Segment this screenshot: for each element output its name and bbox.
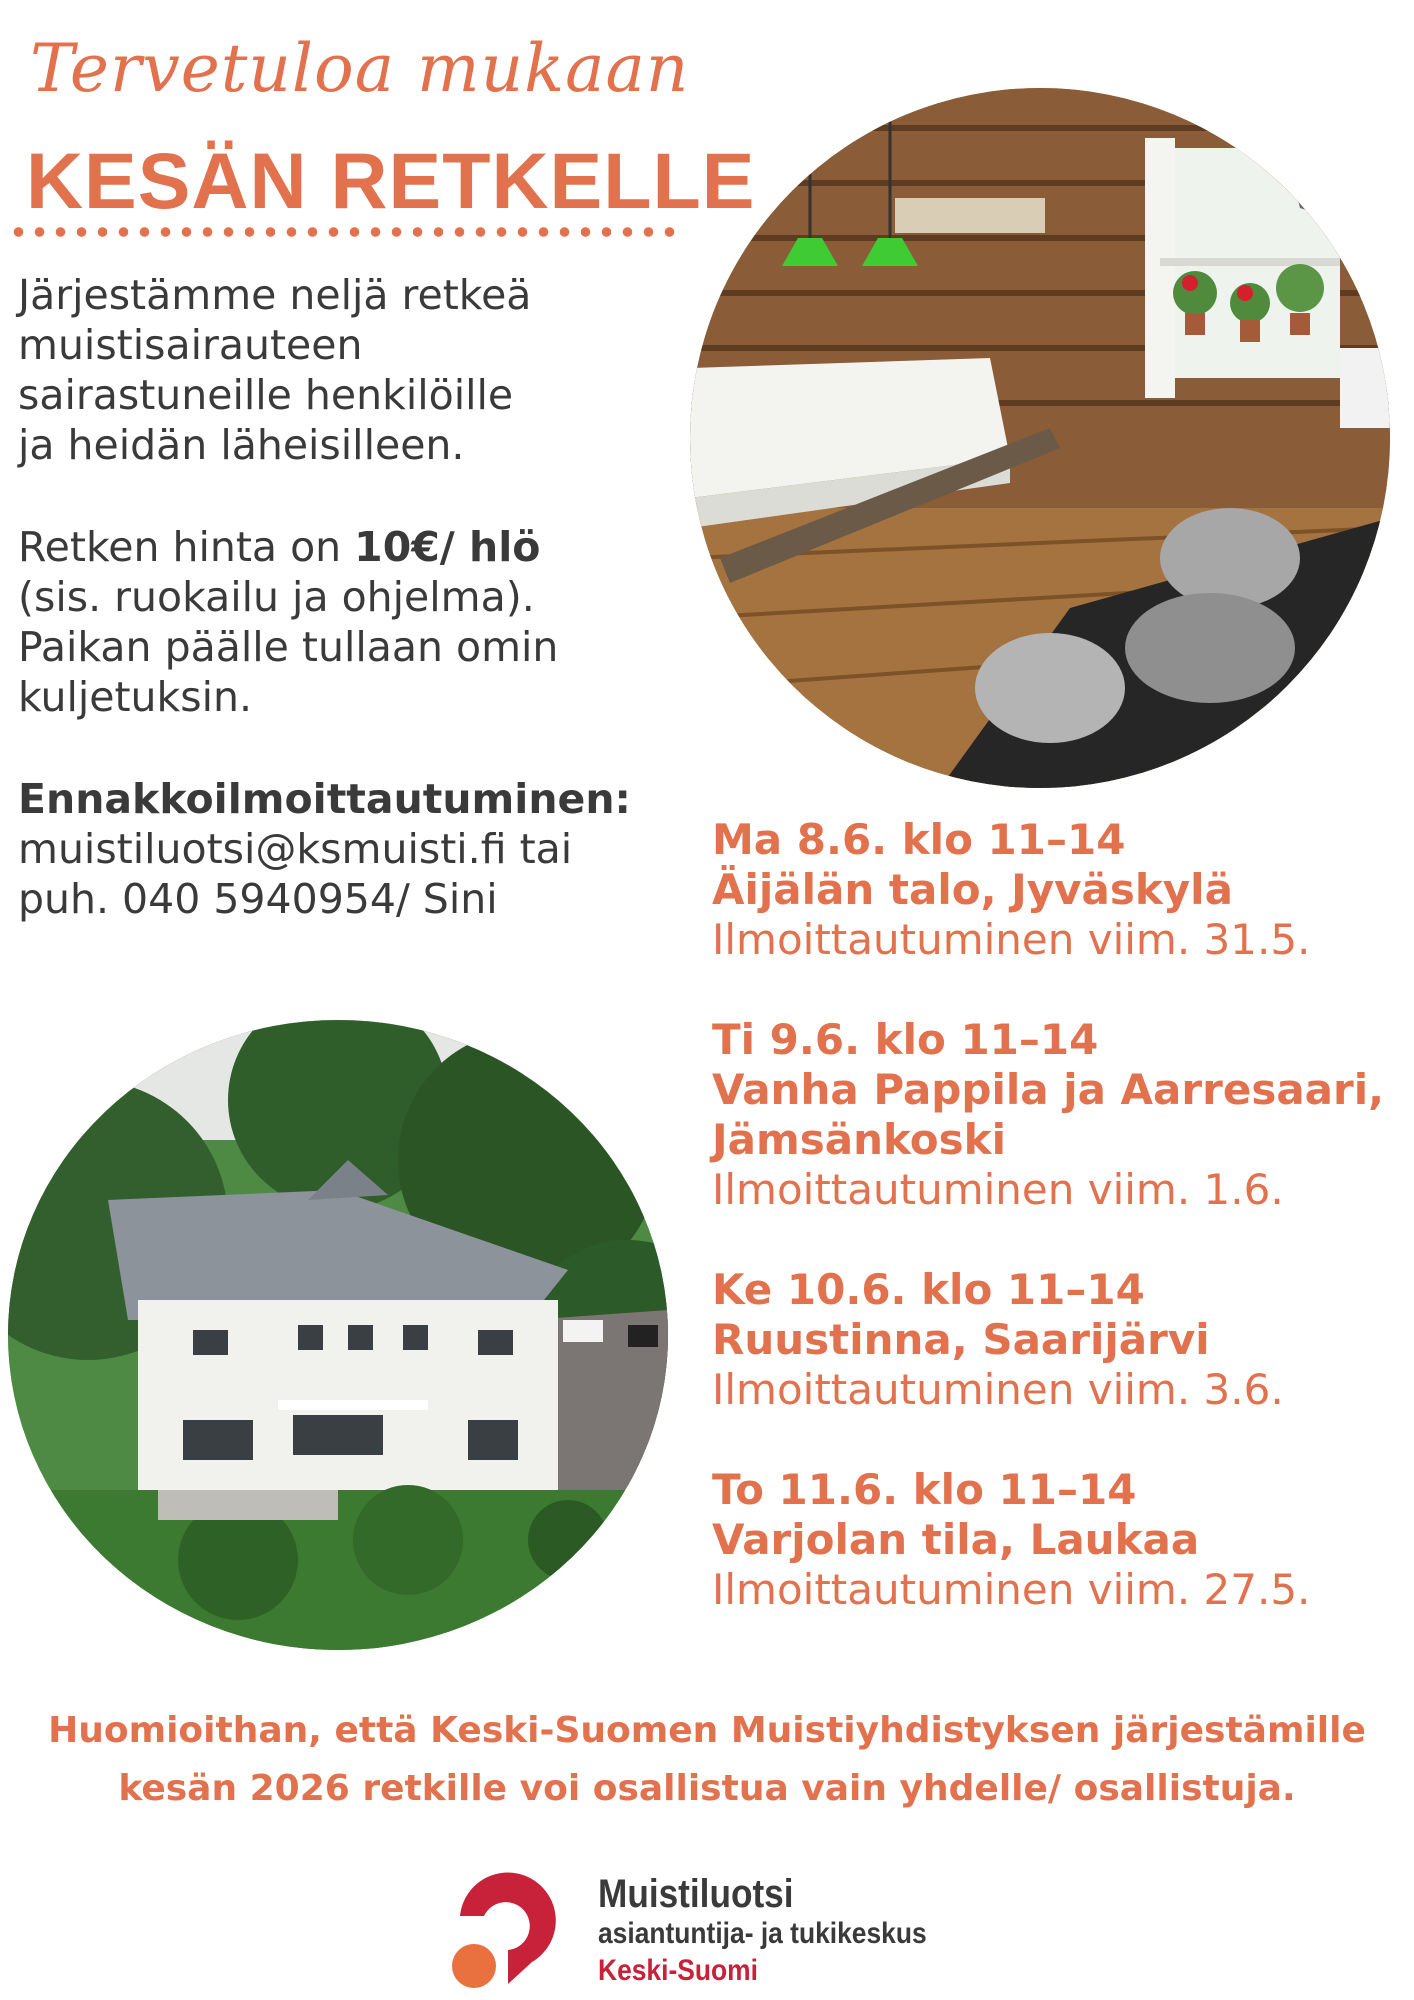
signup-heading: Ennakkoilmoittautuminen:: [18, 775, 631, 823]
logo-region: Keski-Suomi: [598, 1954, 758, 1987]
note-line: kesän 2026 retkille voi osallistua vain yhdelle/ osallistuja.: [118, 1768, 1296, 1809]
price-detail-line: kuljetuksin.: [18, 673, 253, 721]
price-detail-line: (sis. ruokailu ja ohjelma).: [18, 573, 535, 621]
trip-deadline: Ilmoittautuminen viim. 1.6.: [712, 1165, 1284, 1214]
logo-subtitle: asiantuntija- ja tukikeskus: [598, 1917, 927, 1950]
price-prefix: Retken hinta on: [18, 523, 355, 571]
dotted-divider: [8, 227, 680, 237]
trip-place: Varjolan tila, Laukaa: [712, 1515, 1200, 1564]
trip-place: Vanha Pappila ja Aarresaari, Jämsänkoski: [712, 1065, 1385, 1164]
trip-place: Ruustinna, Saarijärvi: [712, 1315, 1210, 1364]
trip-date: Ti 9.6. klo 11–14: [712, 1015, 1099, 1064]
trip-item: [712, 1015, 1412, 1215]
trip-item: [712, 1465, 1412, 1615]
script-title: Tervetuloa mukaan: [30, 30, 690, 107]
intro-line: ja heidän läheisilleen.: [18, 421, 465, 469]
trip-place: Äijälän talo, Jyväskylä: [712, 865, 1233, 914]
participation-note: [0, 1702, 1414, 1818]
trip-date: Ma 8.6. klo 11–14: [712, 815, 1126, 864]
intro-line: Järjestämme neljä retkeä: [18, 271, 532, 319]
manor-photo-illustration: [8, 1020, 668, 1650]
trip-item: [712, 815, 1412, 965]
trip-date: To 11.6. klo 11–14: [712, 1465, 1137, 1514]
intro-line: sairastuneille henkilöille: [18, 371, 514, 419]
trip-deadline: Ilmoittautuminen viim. 31.5.: [712, 915, 1311, 964]
interior-photo: [690, 88, 1390, 788]
trip-deadline: Ilmoittautuminen viim. 27.5.: [712, 1565, 1311, 1614]
muistiluotsi-logo-icon: [440, 1866, 570, 1994]
trip-list: [712, 815, 1412, 1665]
intro-line: muistisairauteen: [18, 321, 363, 369]
main-title: KESÄN RETKELLE: [26, 136, 756, 225]
manor-photo: [8, 1020, 668, 1650]
trip-item: [712, 1265, 1412, 1415]
price-line: [18, 522, 708, 572]
logo-name: Muistiluotsi: [598, 1872, 794, 1916]
trip-date: Ke 10.6. klo 11–14: [712, 1265, 1145, 1314]
signup-email-line: muistiluotsi@ksmuisti.fi tai: [18, 825, 573, 873]
intro-text: [18, 270, 708, 924]
signup-phone-line: puh. 040 5940954/ Sini: [18, 875, 498, 923]
price-value: 10€/ hlö: [354, 523, 541, 571]
note-line: Huomioithan, että Keski-Suomen Muistiyhdistyksen järjestämille: [48, 1710, 1366, 1751]
price-detail-line: Paikan päälle tullaan omin: [18, 623, 559, 671]
trip-deadline: Ilmoittautuminen viim. 3.6.: [712, 1365, 1284, 1414]
interior-photo-illustration: [690, 88, 1390, 788]
logo-text: [598, 1872, 971, 1990]
